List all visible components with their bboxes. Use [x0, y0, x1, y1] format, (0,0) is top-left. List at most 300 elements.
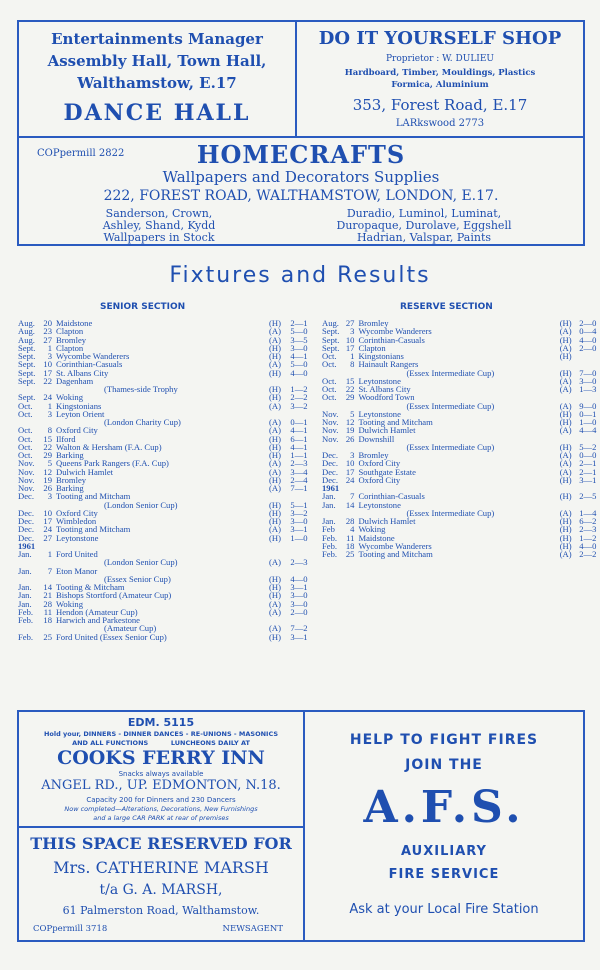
fixture-day: 1	[47, 400, 52, 411]
fixture-month: Jan.	[18, 565, 32, 576]
fixture-score: 3—2	[290, 507, 308, 518]
fixture-opponent: Oxford City	[56, 507, 98, 518]
fixture-day: 10	[43, 359, 52, 370]
fixture-month: 1961	[18, 540, 36, 551]
fixture-opponent: Tooting & Mitcham	[56, 582, 125, 592]
fixture-venue: (H)	[269, 384, 281, 394]
fixture-venue: (H)	[269, 433, 281, 444]
cooks-address: ANGEL RD., UP. EDMONTON, N.18.	[41, 778, 281, 793]
reserved-address: 61 Palmerston Road, Walthamstow.	[62, 904, 260, 917]
fixture-month: Aug.	[322, 318, 339, 328]
fixture-month: Nov.	[322, 417, 339, 427]
fixture-venue: (H)	[269, 367, 281, 378]
fixture-score: 3—1	[290, 631, 308, 642]
fixture-opponent: Barking	[56, 483, 84, 493]
afs-line: AUXILIARY	[401, 844, 487, 859]
fixture-day: 23	[43, 326, 52, 337]
fixture-venue: (A)	[559, 450, 572, 460]
fixture-venue: (A)	[559, 375, 572, 386]
afs-line: FIRE SERVICE	[388, 867, 500, 882]
fixture-venue: (H)	[559, 540, 572, 551]
fixture-venue: (H)	[269, 441, 281, 452]
fixture-day: 26	[345, 433, 355, 444]
fixture-day: 7	[350, 491, 355, 502]
fixture-venue: (A)	[269, 334, 281, 345]
fixture-day: 3	[47, 351, 52, 361]
fixture-opponent: (Essex Intermediate Cup)	[406, 441, 495, 452]
fixture-opponent: Hainault Rangers	[358, 359, 419, 370]
fixture-score: 2—0	[290, 606, 308, 617]
cooks-snacks: Snacks always available	[118, 770, 204, 778]
fixture-opponent: Clapton	[56, 342, 84, 353]
reserved-trade: NEWSAGENT	[222, 924, 283, 934]
fixture-score: 2—1	[579, 458, 597, 469]
shop-phone: LARkswood 2773	[395, 118, 485, 129]
fixture-venue: (H)	[269, 342, 281, 353]
fixture-month: Sept.	[18, 359, 36, 370]
fixture-month: Oct.	[18, 408, 33, 419]
fixture-opponent: Wycombe Wanderers	[358, 326, 432, 337]
fixture-day: 18	[43, 615, 52, 625]
fixture-day: 28	[345, 516, 355, 526]
fixture-venue: (H)	[269, 450, 281, 460]
fixture-day: 26	[43, 483, 52, 493]
fixture-month: Aug.	[18, 318, 35, 328]
fixture-day: 10	[43, 507, 52, 518]
fixture-score: 3—1	[579, 474, 597, 485]
fixture-venue: (H)	[269, 499, 281, 510]
fixture-month: Sept.	[322, 342, 340, 353]
fixture-opponent: Bishops Stortford (Amateur Cup)	[56, 590, 172, 601]
fixture-day: 27	[345, 318, 355, 328]
fixture-score: 5—0	[290, 326, 308, 337]
afs-ad	[303, 710, 585, 942]
fixture-month: Dec.	[18, 507, 34, 518]
fixture-opponent: Dulwich Hamlet	[56, 466, 114, 477]
fixture-venue: (A)	[559, 507, 572, 518]
fixture-day: 8	[47, 425, 52, 436]
fixture-day: 15	[43, 433, 52, 444]
goods-line: Hardboard, Timber, Mouldings, Plastics	[344, 68, 536, 78]
fixture-day: 24	[345, 474, 355, 485]
fixture-month: Feb.	[18, 615, 34, 625]
fixture-month: Feb.	[322, 532, 338, 543]
fixture-month: Jan.	[322, 516, 336, 526]
fixture-opponent: Oxford City	[358, 458, 401, 469]
fixture-venue	[264, 542, 286, 550]
fixture-score: 5—2	[579, 441, 597, 452]
fixture-day: 19	[43, 474, 52, 485]
fixture-opponent: Dagenham	[56, 375, 94, 386]
fixture-month: Oct.	[18, 433, 33, 444]
reserved-name: Mrs. CATHERINE MARSH	[53, 858, 269, 877]
fixture-opponent: Corinthian-Casuals	[358, 491, 425, 502]
fixture-venue: (H)	[559, 408, 572, 419]
fixture-month: Jan.	[18, 549, 32, 559]
fixture-venue: (H)	[269, 582, 281, 592]
fixture-venue: (H)	[559, 417, 572, 427]
cooks-now: Now completed—Alterations, Decorations, New Furnishings	[64, 805, 258, 813]
cooks-title: COOKS FERRY INN	[57, 747, 265, 769]
fixture-day: 3	[47, 491, 52, 502]
fixture-score: 1—4	[579, 507, 597, 518]
fixture-opponent: Oxford City	[56, 425, 98, 436]
fixture-venue: (A)	[269, 524, 281, 535]
fixture-score: 3—0	[579, 375, 597, 386]
fixture-venue: (H)	[269, 573, 281, 584]
fixture-day: 29	[345, 392, 355, 403]
fixture-venue: (A)	[269, 606, 281, 617]
fixture-month: Jan.	[18, 598, 32, 609]
fixture-month: Dec.	[322, 466, 338, 477]
fixture-day: 18	[345, 540, 355, 551]
fixture-month: Sept.	[18, 367, 36, 378]
fixture-opponent: Woodford Town	[358, 392, 415, 403]
fixture-month: Sept.	[322, 334, 340, 345]
fixture-day: 11	[346, 532, 355, 543]
goods-line: Formica, Aluminium	[391, 80, 489, 90]
fixture-opponent: Dulwich Hamlet	[358, 425, 416, 436]
fixture-month: Oct.	[18, 441, 33, 452]
fixture-opponent: Woking	[56, 598, 83, 609]
fixture-venue: (A)	[559, 549, 572, 559]
fixture-venue: (A)	[269, 417, 281, 427]
fixture-opponent: Queens Park Rangers (F.A. Cup)	[56, 458, 169, 469]
fixture-day: 29	[43, 450, 52, 460]
fixture-month: Sept.	[18, 375, 36, 386]
fixture-venue: (A)	[269, 598, 281, 609]
fixture-day: 11	[43, 606, 52, 617]
fixture-month: Dec.	[18, 516, 34, 526]
fixture-day: 24	[43, 392, 52, 403]
fixture-month: Jan.	[18, 590, 32, 601]
homecrafts-ad	[17, 136, 585, 246]
fixture-score: 5—1	[290, 499, 308, 510]
fixture-opponent: (London Charity Cup)	[104, 417, 181, 427]
fixture-month: Feb.	[18, 606, 34, 617]
fixture-day: 7	[47, 565, 52, 576]
fixture-opponent: (Essex Intermediate Cup)	[406, 400, 495, 411]
fixture-month: Dec.	[18, 491, 34, 502]
fixture-venue: (H)	[559, 441, 572, 452]
fixture-month: Sept.	[18, 342, 36, 353]
dance-hall-title: DANCE HALL	[63, 100, 251, 126]
fixture-month: Nov.	[322, 408, 339, 419]
fixture-score: 2—2	[579, 549, 597, 559]
fixture-day: 4	[350, 524, 355, 535]
fixture-day: 5	[350, 408, 355, 419]
fixture-score: 2—1	[579, 466, 597, 477]
reserve-fixtures-table	[322, 319, 600, 558]
fixture-month: Dec.	[322, 474, 338, 485]
fixture-score: 0—0	[579, 450, 597, 460]
fixture-day: 12	[345, 417, 355, 427]
fixture-opponent: Bromley	[358, 450, 389, 460]
shop-address: 353, Forest Road, E.17	[352, 96, 528, 114]
fixture-month: Dec.	[322, 458, 338, 469]
fixture-day: 17	[43, 516, 52, 526]
fixture-venue: (H)	[269, 474, 281, 485]
fixture-month: Dec.	[18, 532, 34, 543]
fixture-month: Jan.	[18, 582, 32, 592]
fixture-opponent: (Essex Intermediate Cup)	[406, 367, 495, 378]
fixture-score: 0—1	[290, 417, 308, 427]
fixture-score: 2—1	[290, 318, 308, 328]
afs-line: Ask at your Local Fire Station	[349, 902, 539, 917]
fixture-opponent: Leytonstone	[358, 375, 401, 386]
fixture-day: 17	[345, 342, 355, 353]
fixture-venue: (A)	[269, 557, 281, 568]
fixture-venue: (A)	[559, 458, 572, 469]
fixture-day: 22	[43, 375, 52, 386]
fixture-score: 7—2	[290, 623, 308, 634]
reserved-trading: t/a G. A. MARSH,	[99, 882, 223, 898]
fixture-day: 14	[43, 582, 52, 592]
fixture-opponent: Bromley	[56, 334, 87, 345]
fixture-month: Nov.	[18, 483, 35, 493]
dance-hall-ad	[17, 20, 297, 138]
fixture-score: 4—0	[290, 367, 308, 378]
fixture-opponent: (Amateur Cup)	[104, 623, 157, 634]
brands-right	[309, 208, 539, 244]
fixture-opponent: Leyton Orient	[56, 408, 105, 419]
fixture-opponent: Tooting and Mitcham	[56, 491, 131, 502]
brand-line: Duradio, Luminol, Luminat,	[346, 207, 502, 220]
fixture-venue: (H)	[559, 474, 572, 485]
fixture-score: 4—1	[290, 351, 308, 361]
fixture-opponent: Ford United	[56, 549, 98, 559]
fixture-opponent: Oxford City	[358, 474, 401, 485]
fixture-venue: (H)	[269, 631, 281, 642]
fixture-score: 0—1	[579, 408, 597, 419]
fixture-day: 28	[43, 598, 52, 609]
fixture-day: 1	[350, 351, 355, 361]
fixture-venue: (H)	[269, 318, 281, 328]
fixture-day: 22	[345, 384, 355, 394]
fixture-day: 24	[43, 524, 52, 535]
cooks-capacity: Capacity 200 for Dinners and 230 Dancers	[86, 796, 236, 804]
fixture-opponent: Wycombe Wanderers	[358, 540, 432, 551]
fixture-day: 1	[47, 549, 52, 559]
fixture-score: 2—0	[579, 318, 597, 328]
fixture-opponent: Leytonstone	[56, 532, 99, 543]
fixture-month: Sept.	[322, 326, 340, 337]
fixture-venue: (A)	[559, 466, 572, 477]
ad-line: Walthamstow, E.17	[77, 74, 237, 92]
fixture-score: 1—3	[579, 384, 597, 394]
fixture-month: Sept.	[18, 351, 36, 361]
cooks-phone: EDM. 5115	[127, 716, 195, 729]
fixture-month: Oct.	[322, 359, 337, 370]
afs-line: HELP TO FIGHT FIRES	[349, 732, 539, 748]
fixture-month: Oct.	[18, 425, 33, 436]
fixture-day: 25	[345, 549, 355, 559]
afs-line: JOIN THE	[405, 757, 483, 773]
brand-line: Sanderson, Crown,	[105, 207, 213, 220]
fixture-month: Dec.	[322, 450, 338, 460]
fixture-score: 5—0	[290, 359, 308, 370]
fixture-opponent: Wimbledon	[56, 516, 97, 526]
fixture-score: 7—0	[579, 367, 597, 378]
fixture-month: 1961	[322, 483, 340, 493]
fixture-venue: (H)	[559, 532, 572, 543]
fixture-month: Sept.	[18, 392, 36, 403]
fixture-row	[18, 616, 312, 624]
fixture-opponent: Clapton	[56, 326, 84, 337]
fixture-venue: (H)	[559, 318, 572, 328]
fixture-score: 3—0	[290, 516, 308, 526]
cooks-line: Hold your, DINNERS - DINNER DANCES - RE-UNIONS - MASONICS	[43, 730, 279, 738]
afs-title: A.F.S.	[363, 782, 525, 833]
fixture-venue: (H)	[269, 590, 281, 601]
fixture-day: 10	[345, 458, 355, 469]
fixture-opponent: Maidstone	[56, 318, 93, 328]
fixture-score: 4—1	[290, 425, 308, 436]
fixture-month: Feb.	[18, 631, 34, 642]
fixture-venue: (H)	[269, 516, 281, 526]
fixture-venue: (A)	[559, 342, 572, 353]
fixture-month: Dec.	[18, 524, 34, 535]
cooks-now: and a large CAR PARK at rear of premises	[93, 814, 229, 822]
homecrafts-tagline: Wallpapers and Decorators Supplies	[162, 168, 440, 186]
fixture-month: Feb	[322, 524, 335, 535]
fixture-venue: (A)	[269, 400, 281, 411]
fixture-month: Oct.	[18, 400, 33, 411]
fixture-day: 14	[345, 499, 355, 510]
fixture-score: 1—2	[579, 532, 597, 543]
fixture-day: 22	[43, 441, 52, 452]
brand-line: Ashley, Shand, Kydd	[102, 219, 216, 232]
fixture-month: Feb.	[322, 540, 338, 551]
fixture-opponent: Maidstone	[358, 532, 395, 543]
fixture-opponent: Southgate Estate	[358, 466, 416, 477]
fixture-opponent: Ilford	[56, 433, 76, 444]
cooks-ferry-inn-ad	[17, 710, 305, 828]
fixture-opponent: Bromley	[56, 474, 87, 485]
fixture-opponent: Clapton	[358, 342, 386, 353]
fixture-day: 19	[345, 425, 355, 436]
fixture-opponent: (Essex Intermediate Cup)	[406, 507, 495, 518]
ad-line: Assembly Hall, Town Hall,	[47, 52, 267, 70]
cooks-line: AND ALL FUNCTIONS LUNCHEONS DAILY AT	[72, 739, 250, 747]
fixture-row	[322, 550, 600, 558]
fixture-score: 2—3	[579, 524, 597, 535]
fixture-month: Oct.	[322, 351, 337, 361]
brand-line: Wallpapers in Stock	[103, 231, 215, 244]
senior-section-title: SENIOR SECTION	[100, 302, 186, 312]
fixture-venue: (H)	[269, 351, 281, 361]
fixture-venue: (H)	[559, 524, 572, 535]
fixture-day: 21	[43, 590, 52, 601]
fixture-opponent: Dulwich Hamlet	[358, 516, 416, 526]
fixture-venue: (H)	[559, 334, 572, 345]
fixture-venue: (A)	[269, 623, 281, 634]
fixture-venue: (A)	[269, 425, 281, 436]
fixture-opponent: Tooting and Mitcham	[358, 417, 433, 427]
fixture-opponent: St. Albans City	[358, 384, 411, 394]
fixture-month: Aug.	[18, 326, 35, 337]
fixture-opponent: Corinthian-Casuals	[56, 359, 123, 370]
fixture-opponent: Leytonstone	[358, 499, 401, 510]
ad-line: Entertainments Manager	[51, 30, 263, 48]
fixture-score: 4—4	[579, 425, 597, 436]
fixture-day: 12	[43, 466, 52, 477]
fixture-score: 1—0	[579, 417, 597, 427]
fixture-row	[322, 476, 600, 484]
fixture-score: 0—4	[579, 326, 597, 337]
fixture-venue: (H)	[559, 367, 572, 378]
fixture-opponent: Corinthian-Casuals	[358, 334, 425, 345]
fixture-score: 9—0	[579, 400, 597, 411]
fixture-opponent: (Thames-side Trophy	[104, 384, 178, 394]
homecrafts-title: HOMECRAFTS	[196, 140, 406, 169]
homecrafts-address: 222, FOREST ROAD, WALTHAMSTOW, LONDON, E.17.	[103, 188, 499, 204]
fixture-day: 27	[43, 532, 52, 543]
fixture-venue: (A)	[559, 400, 572, 411]
fixture-day: 17	[345, 466, 355, 477]
fixture-opponent: Leytonstone	[358, 408, 401, 419]
reserved-space-ad	[17, 826, 305, 942]
fixture-month: Oct.	[322, 392, 337, 403]
fixture-score: 3—4	[290, 466, 308, 477]
fixture-score: 2—4	[290, 474, 308, 485]
fixture-score: 3—5	[290, 334, 308, 345]
fixture-day: 3	[47, 408, 52, 419]
fixture-day: 3	[350, 326, 355, 337]
fixture-score: 4—1	[290, 441, 308, 452]
fixture-score: 3—0	[290, 598, 308, 609]
reserved-phone: COPpermill 3718	[33, 924, 108, 934]
fixture-day: 1	[47, 342, 52, 353]
fixture-opponent: Tooting and Mitcham	[358, 549, 433, 559]
fixture-day: 17	[43, 367, 52, 378]
fixture-month: Nov.	[18, 466, 35, 477]
diy-shop-ad	[295, 20, 585, 138]
fixture-venue: (A)	[269, 326, 281, 337]
fixture-day: 20	[43, 318, 52, 328]
fixture-opponent: Woking	[358, 524, 386, 535]
fixture-score: 3—1	[290, 524, 308, 535]
fixture-month: Oct.	[18, 450, 33, 460]
fixture-score: 3—2	[290, 400, 308, 411]
fixture-venue: (H)	[559, 351, 572, 361]
fixture-opponent: Wycombe Wanderers	[56, 351, 130, 361]
fixture-day: 27	[43, 334, 52, 345]
fixture-opponent: Walton & Hersham (F.A. Cup)	[56, 441, 162, 452]
fixture-opponent: St. Albans City	[56, 367, 109, 378]
fixture-day: 15	[345, 375, 355, 386]
fixture-day: 5	[47, 458, 52, 469]
fixture-score: 4—0	[579, 334, 597, 345]
fixture-day: 10	[345, 334, 355, 345]
fixture-opponent: Harwich and Parkestone	[56, 615, 140, 625]
fixture-opponent: (London Senior Cup)	[104, 499, 178, 510]
fixture-score: 2—2	[290, 392, 308, 403]
fixture-score: 4—0	[579, 540, 597, 551]
fixture-venue: (A)	[559, 326, 572, 337]
fixture-score: 6—1	[290, 433, 308, 444]
fixture-score: 2—5	[579, 491, 597, 502]
fixture-score: 4—0	[290, 573, 308, 584]
fixture-score: 3—0	[290, 342, 308, 353]
fixture-month: Nov.	[18, 458, 35, 469]
fixture-score	[576, 352, 600, 360]
fixture-month: Oct.	[322, 384, 337, 394]
senior-fixtures-table	[18, 319, 312, 641]
reserve-section-title: RESERVE SECTION	[400, 302, 493, 312]
fixture-venue: (A)	[269, 359, 281, 370]
fixture-opponent: Woking	[56, 392, 83, 403]
